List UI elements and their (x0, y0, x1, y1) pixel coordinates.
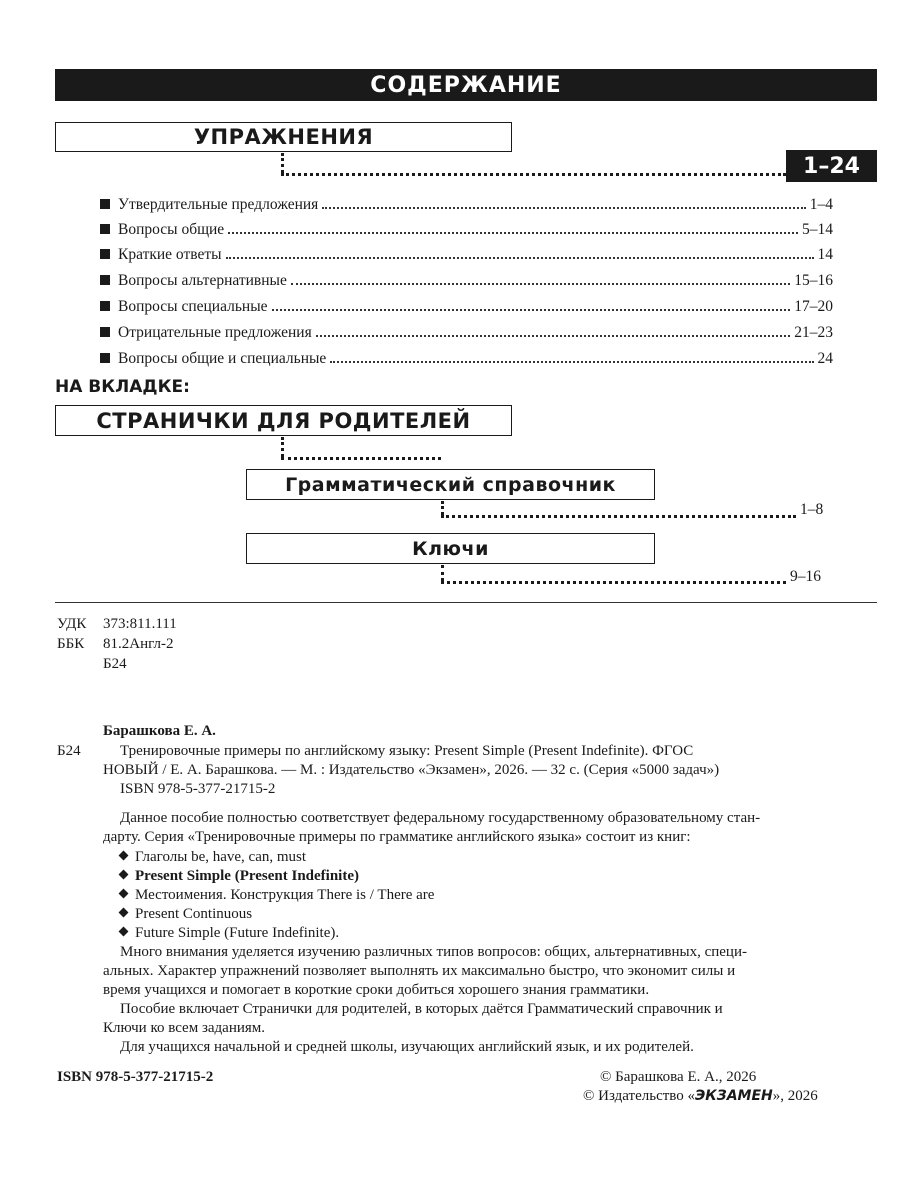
diamond-bullet-icon (119, 908, 129, 918)
dot-leader (228, 232, 798, 234)
keys-heading[interactable]: Ключи (246, 533, 655, 564)
toc-item-pages: 1–4 (809, 196, 833, 213)
footer-isbn: ISBN 978-5-377-21715-2 (57, 1069, 214, 1085)
toc-item-pages: 5–14 (802, 221, 833, 238)
connector-dots (281, 153, 284, 173)
keys-pages: 9–16 (790, 568, 821, 585)
biblio-code: Б24 (57, 743, 81, 759)
publisher-logo-text: ЭКЗАМЕН (695, 1088, 773, 1104)
exercises-heading: УПРАЖНЕНИЯ (55, 122, 512, 152)
connector-dots (281, 437, 284, 457)
toc-item[interactable] (100, 294, 833, 316)
square-bullet-icon (100, 353, 110, 363)
annotation-line: Ключи ко всем заданиям. (103, 1020, 266, 1036)
toc-item-label: Отрицательные предложения (118, 324, 312, 341)
toc-item-label: Вопросы общие (118, 221, 225, 238)
dot-leader (316, 335, 791, 337)
bbk-value: 81.2Англ-2 (103, 636, 174, 652)
annotation-line: Данное пособие полностью соответствует федеральному государственному образовательному стан- (120, 810, 761, 826)
square-bullet-icon (100, 199, 110, 209)
copyright-publisher (583, 1087, 818, 1106)
toc-item-pages: 24 (817, 350, 833, 367)
parents-pages-heading: СТРАНИЧКИ ДЛЯ РОДИТЕЛЕЙ (55, 405, 512, 436)
square-bullet-icon (100, 301, 110, 311)
connector-dots (281, 457, 441, 460)
toc-item-label: Утвердительные предложения (118, 196, 319, 213)
square-bullet-icon (100, 327, 110, 337)
insert-label: НА ВКЛАДКЕ: (55, 377, 190, 397)
author-name: Барашкова Е. А. (103, 723, 216, 739)
diamond-bullet-icon (119, 870, 129, 880)
toc-item-label: Вопросы общие и специальные (118, 350, 327, 367)
toc-item-pages: 15–16 (794, 272, 833, 289)
toc-item-pages: 17–20 (794, 298, 833, 315)
biblio-isbn: ISBN 978-5-377-21715-2 (120, 781, 276, 797)
diamond-bullet-icon (119, 851, 129, 861)
dot-leader (291, 283, 790, 285)
book-list-item: Future Simple (Future Indefinite). (120, 924, 339, 943)
author-code: Б24 (103, 656, 127, 672)
exercises-range-badge: 1–24 (786, 150, 877, 182)
connector-dots (441, 565, 444, 581)
connector-dots (441, 581, 786, 584)
toc-item[interactable] (100, 242, 833, 264)
toc-item[interactable] (100, 268, 833, 290)
toc-item-pages: 14 (817, 246, 833, 263)
toc-item-label: Краткие ответы (118, 246, 222, 263)
book-list-item: Глаголы be, have, can, must (120, 848, 306, 867)
connector-dots (441, 515, 796, 518)
toc-item-pages: 21–23 (794, 324, 833, 341)
toc-item-label: Вопросы специальные (118, 298, 268, 315)
grammar-reference-heading[interactable]: Грамматический справочник (246, 469, 655, 500)
copyright-suffix: », 2026 (772, 1088, 818, 1104)
toc-item[interactable] (100, 217, 833, 239)
udk-value: 373:811.111 (103, 616, 177, 632)
square-bullet-icon (100, 224, 110, 234)
connector-dots (281, 173, 786, 176)
book-list-item: Present Continuous (120, 905, 252, 924)
diamond-bullet-icon (119, 889, 129, 899)
page-title: СОДЕРЖАНИЕ (55, 69, 877, 101)
dot-leader (330, 361, 813, 363)
square-bullet-icon (100, 275, 110, 285)
copyright-prefix: © Издательство « (583, 1088, 696, 1104)
udk-label: УДК (57, 616, 87, 632)
book-list-item: Present Simple (Present Indefinite) (120, 867, 359, 886)
toc-item[interactable] (100, 192, 833, 214)
divider (55, 602, 877, 603)
biblio-line: Тренировочные примеры по английскому языку: Present Simple (Present Indefinite). ФГОС (120, 743, 694, 759)
annotation-line: дарту. Серия «Тренировочные примеры по грамматике английского языка» состоит из книг: (103, 829, 691, 845)
book-list-item: Местоимения. Конструкция There is / There are (120, 886, 434, 905)
annotation-line: Много внимания уделяется изучению различных типов вопросов: общих, альтернативных, специ- (120, 944, 747, 960)
copyright-author: © Барашкова Е. А., 2026 (600, 1069, 757, 1085)
biblio-line: НОВЫЙ / Е. А. Барашкова. — М. : Издательство «Экзамен», 2026. — 32 с. (Серия «5000 задач») (103, 762, 720, 778)
diamond-bullet-icon (119, 927, 129, 937)
annotation-line: время учащихся и помогает в короткие сроки добиться хорошего знания грамматики. (103, 982, 650, 998)
toc-item-label: Вопросы альтернативные (118, 272, 287, 289)
dot-leader (322, 207, 805, 209)
annotation-line: Пособие включает Странички для родителей, в которых даётся Грамматический справочник и (120, 1001, 723, 1017)
toc-item[interactable] (100, 346, 833, 368)
square-bullet-icon (100, 249, 110, 259)
dot-leader (226, 257, 814, 259)
bbk-label: ББК (57, 636, 85, 652)
annotation-line: Для учащихся начальной и средней школы, изучающих английский язык, и их родителей. (120, 1039, 694, 1055)
toc-item[interactable] (100, 320, 833, 342)
annotation-line: альных. Характер упражнений позволяет выполнять их максимально быстро, что экономит силы и (103, 963, 736, 979)
dot-leader (272, 309, 791, 311)
grammar-reference-pages: 1–8 (800, 501, 824, 518)
connector-dots (441, 501, 444, 515)
